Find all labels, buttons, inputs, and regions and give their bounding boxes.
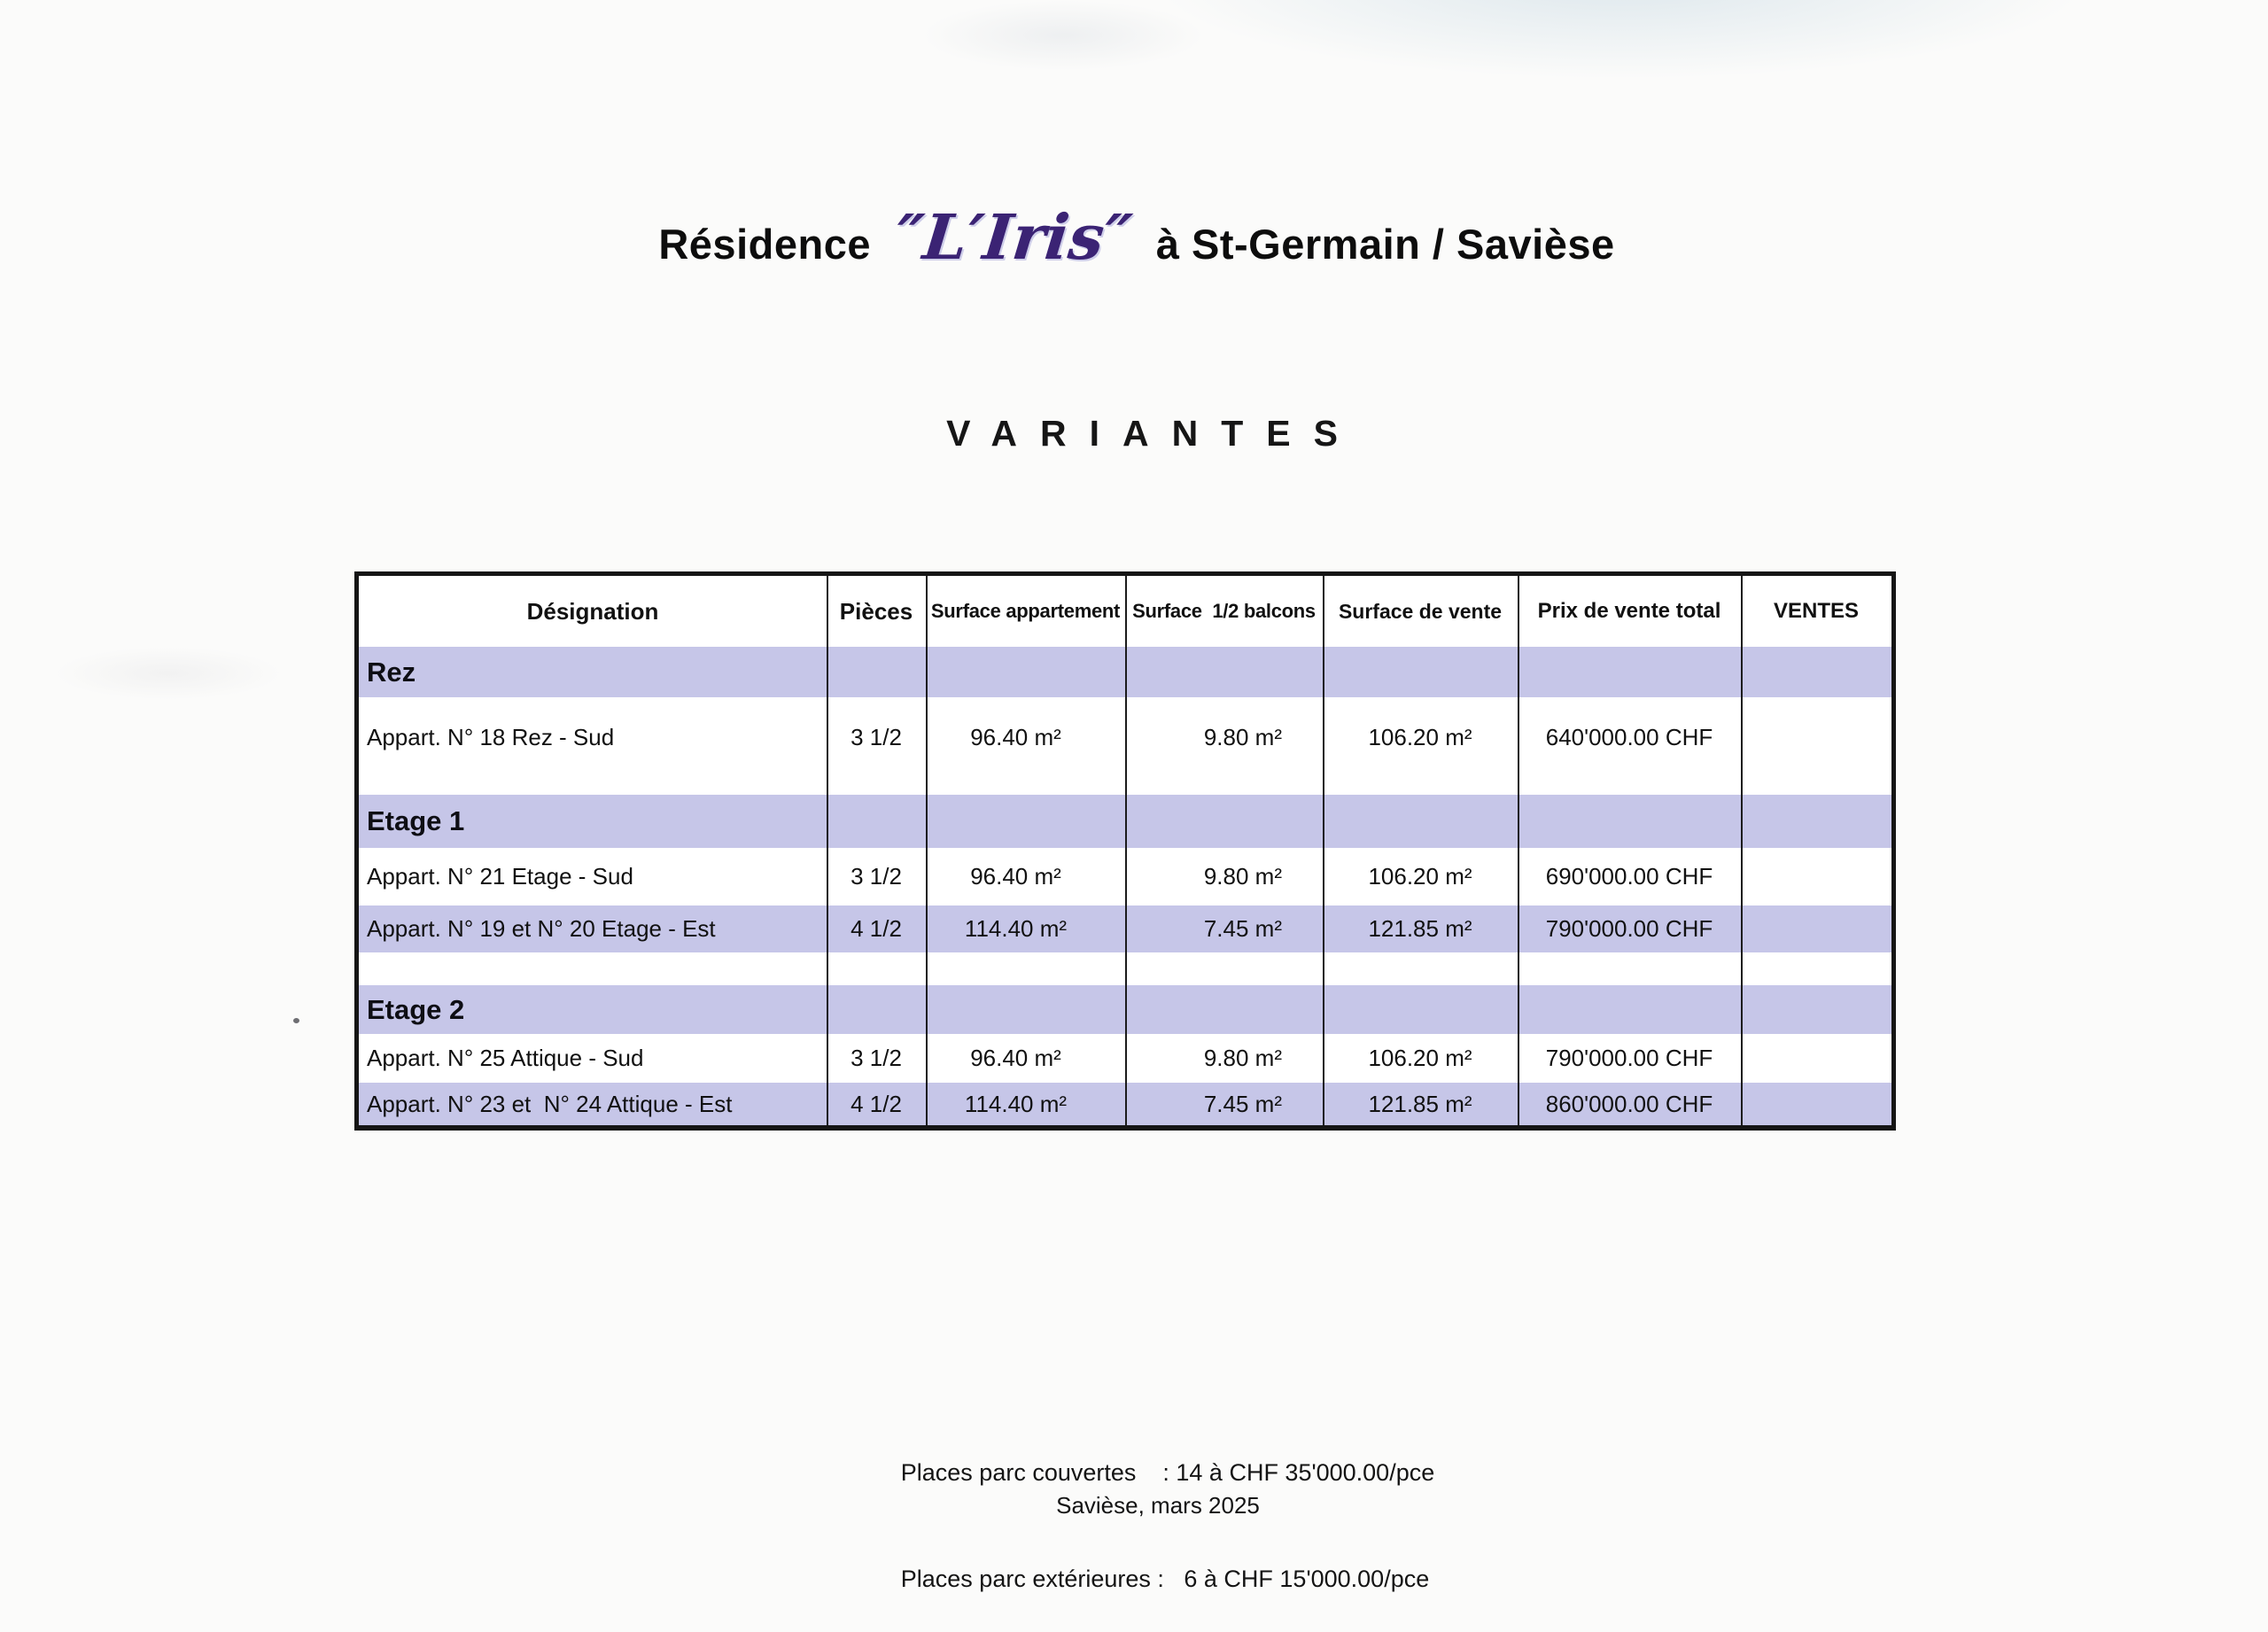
header-designation: Désignation [526, 597, 659, 625]
cell-designation: Appart. N° 25 Attique - Sud [367, 1045, 644, 1071]
cell-prix: 690'000.00 CHF [1545, 863, 1713, 890]
subtitle-variantes: VARIANTES [946, 413, 1361, 454]
table-row-appart-18 [359, 697, 1891, 777]
cell-pieces: 4 1/2 [850, 915, 902, 942]
cell-ventes [1741, 848, 1891, 905]
table-header-row [359, 576, 1891, 647]
price-table [354, 571, 1896, 1131]
header-prix-vente-total: Prix de vente total [1537, 599, 1721, 623]
cell-surface-appartement: 114.40 m² [964, 915, 1068, 942]
cell-surface-balcons: 7.45 m² [1203, 1090, 1282, 1117]
document-title [658, 200, 1614, 274]
cell-surface-vente: 106.20 m² [1368, 863, 1472, 890]
place-date: Savièse, mars 2025 [1056, 1492, 1260, 1519]
spacer-row [359, 777, 1891, 795]
cell-surface-appartement: 114.40 m² [964, 1090, 1068, 1117]
cell-prix: 640'000.00 CHF [1545, 723, 1713, 750]
cell-surface-balcons: 9.80 m² [1203, 1045, 1282, 1071]
cell-prix: 790'000.00 CHF [1545, 915, 1713, 942]
cell-designation: Appart. N° 19 et N° 20 Etage - Est [367, 915, 716, 942]
header-surface-appartement: Surface appartement [930, 600, 1121, 622]
header-surface-balcons: Surface 1/2 balcons [1132, 600, 1316, 622]
cell-ventes [1741, 905, 1891, 952]
header-ventes: VENTES [1773, 599, 1860, 623]
section-row-etage-2 [359, 985, 1891, 1034]
cell-ventes [1741, 697, 1891, 777]
cell-surface-balcons: 7.45 m² [1203, 915, 1282, 942]
table-row-appart-19-20 [359, 905, 1891, 952]
cell-surface-vente: 121.85 m² [1368, 915, 1472, 942]
scan-smudge-top-right [1152, 0, 2091, 80]
cell-designation: Appart. N° 21 Etage - Sud [367, 863, 633, 890]
spacer-row [359, 952, 1891, 985]
cell-surface-appartement: 96.40 m² [970, 723, 1061, 750]
title-prefix: Résidence [658, 221, 871, 268]
cell-surface-vente: 106.20 m² [1368, 723, 1472, 750]
cell-surface-balcons: 9.80 m² [1203, 863, 1282, 890]
section-label-etage-1: Etage 1 [367, 805, 465, 836]
section-label-rez: Rez [367, 656, 416, 688]
cell-surface-balcons: 9.80 m² [1203, 723, 1282, 750]
cell-prix: 860'000.00 CHF [1545, 1090, 1713, 1117]
table-row-appart-21 [359, 848, 1891, 905]
section-row-rez [359, 647, 1891, 697]
cell-pieces: 4 1/2 [850, 1090, 902, 1117]
cell-prix: 790'000.00 CHF [1545, 1045, 1713, 1071]
table-row-appart-23-24 [359, 1083, 1891, 1125]
cell-surface-vente: 121.85 m² [1368, 1090, 1472, 1117]
cell-surface-appartement: 96.40 m² [970, 863, 1061, 890]
scan-dot [293, 1018, 299, 1023]
parking-note-exterior: Places parc extérieures : 6 à CHF 15'000.00/pce [900, 1566, 1430, 1592]
residence-name: ″L′Iris″ [891, 200, 1136, 274]
cell-pieces: 3 1/2 [850, 1045, 902, 1071]
cell-ventes [1741, 1034, 1891, 1083]
header-pieces: Pièces [839, 597, 913, 625]
parking-note-covered: Places parc couvertes : 14 à CHF 35'000.00/pce [900, 1459, 1435, 1486]
cell-designation: Appart. N° 23 et N° 24 Attique - Est [367, 1090, 733, 1117]
scan-smudge-left [53, 647, 284, 700]
cell-pieces: 3 1/2 [850, 863, 902, 890]
cell-ventes [1741, 1083, 1891, 1125]
scan-smudge-top-center [921, 0, 1205, 71]
cell-designation: Appart. N° 18 Rez - Sud [367, 723, 615, 750]
section-row-etage-1 [359, 795, 1891, 848]
title-suffix: à St-Germain / Savièse [1155, 221, 1615, 268]
cell-surface-appartement: 96.40 m² [970, 1045, 1061, 1071]
table-row-appart-25 [359, 1034, 1891, 1083]
header-surface-vente: Surface de vente [1338, 599, 1503, 623]
section-label-etage-2: Etage 2 [367, 993, 465, 1025]
cell-pieces: 3 1/2 [850, 723, 902, 750]
cell-surface-vente: 106.20 m² [1368, 1045, 1472, 1071]
